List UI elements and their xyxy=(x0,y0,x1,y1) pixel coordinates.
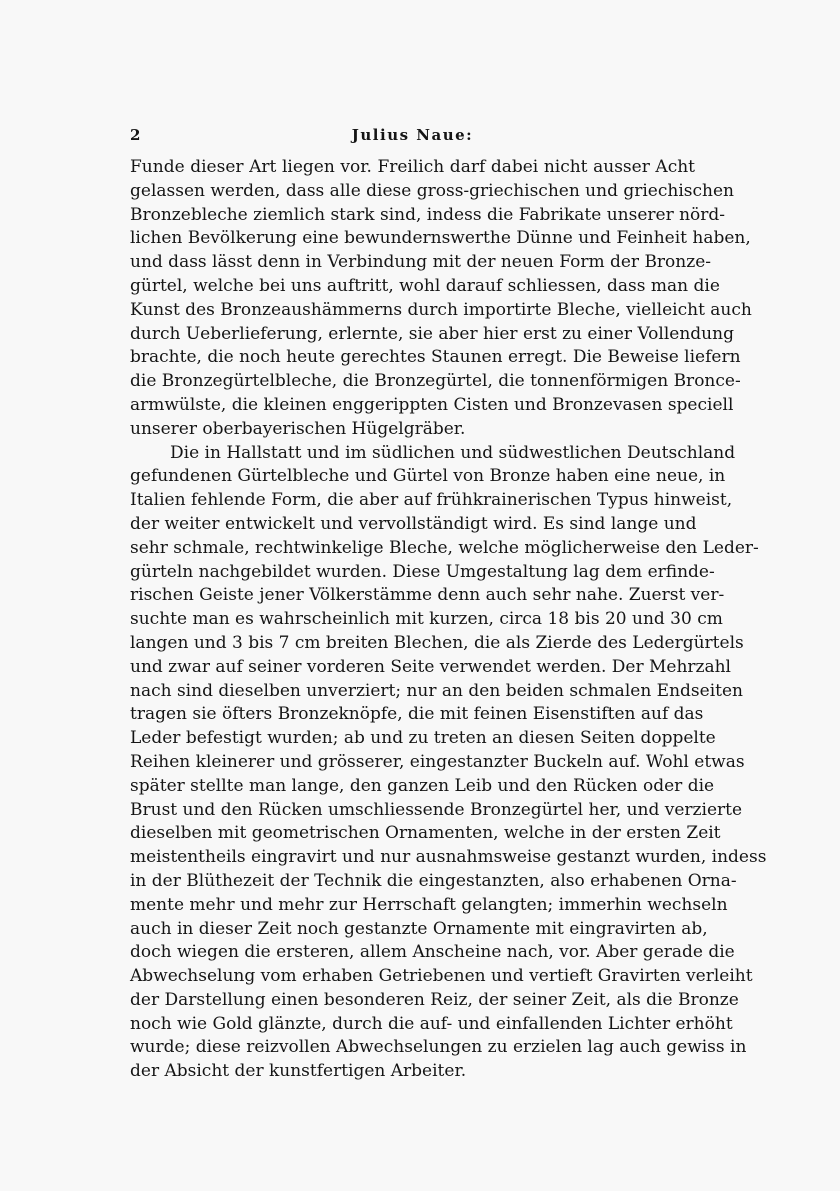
text-line: der Absicht der kunstfertigen Arbeiter. xyxy=(130,1061,467,1082)
text-line: tragen sie öfters Bronzeknöpfe, die mit feinen Eisenstiften auf das xyxy=(130,704,704,725)
text-line: Leder befestigt wurden; ab und zu treten an diesen Seiten doppelte xyxy=(130,728,716,749)
text-line: brachte, die noch heute gerechtes Staunen erregt. Die Beweise liefern xyxy=(130,347,741,368)
text-line: lichen Bevölkerung eine bewundernswerthe Dünne und Feinheit haben, xyxy=(130,228,751,249)
text-line: Die in Hallstatt und im südlichen und südwestlichen Deutschland xyxy=(170,442,736,463)
paragraph-1 xyxy=(130,156,752,442)
text-line: doch wiegen die ersteren, allem Anscheine nach, vor. Aber gerade die xyxy=(130,942,735,963)
text-line: gürtel, welche bei uns auftritt, wohl darauf schliessen, dass man die xyxy=(130,275,720,296)
text-line: langen und 3 bis 7 cm breiten Blechen, die als Zierde des Ledergürtels xyxy=(130,632,744,653)
text-line: in der Blüthezeit der Technik die eingestanzten, also erhabenen Orna- xyxy=(130,870,737,891)
text-line: die Bronzegürtelbleche, die Bronzegürtel, die tonnenförmigen Bronce- xyxy=(130,371,741,392)
text-line: und zwar auf seiner vorderen Seite verwendet werden. Der Mehrzahl xyxy=(130,656,731,677)
text-line: Bronzebleche ziemlich stark sind, indess die Fabrikate unserer nörd- xyxy=(130,204,726,225)
text-line: durch Ueberlieferung, erlernte, sie aber hier erst zu einer Vollendung xyxy=(130,323,734,344)
text-line: mente mehr und mehr zur Herrschaft gelangten; immerhin wechseln xyxy=(130,894,728,915)
page-number: 2 xyxy=(130,126,142,144)
text-line: suchte man es wahrscheinlich mit kurzen, circa 18 bis 20 und 30 cm xyxy=(130,609,723,630)
page-header xyxy=(130,126,695,150)
text-line: noch wie Gold glänzte, durch die auf- und einfallenden Lichter erhöht xyxy=(130,1013,733,1034)
text-line: armwülste, die kleinen enggerippten Cisten und Bronzevasen speciell xyxy=(130,394,734,415)
text-line: gefundenen Gürtelbleche und Gürtel von Bronze haben eine neue, in xyxy=(130,466,726,487)
text-line: gelassen werden, dass alle diese gross-griechischen und griechischen xyxy=(130,180,734,201)
text-line: auch in dieser Zeit noch gestanzte Ornamente mit eingravirten ab, xyxy=(130,918,708,939)
text-line: Abwechselung vom erhaben Getriebenen und vertieft Gravirten verleiht xyxy=(130,966,753,987)
text-line: Brust und den Rücken umschliessende Bronzegürtel her, und verzierte xyxy=(130,799,743,820)
text-line: meistentheils eingravirt und nur ausnahmsweise gestanzt wurden, indess xyxy=(130,847,767,868)
text-line: Kunst des Bronzeaushämmerns durch importirte Bleche, vielleicht auch xyxy=(130,299,752,320)
text-line: rischen Geiste jener Völkerstämme denn auch sehr nahe. Zuerst ver- xyxy=(130,585,725,606)
text-line: wurde; diese reizvollen Abwechselungen zu erzielen lag auch gewiss in xyxy=(130,1037,747,1058)
text-line: sehr schmale, rechtwinkelige Bleche, welche möglicherweise den Leder- xyxy=(130,537,759,558)
text-line: Italien fehlende Form, die aber auf frühkrainerischen Typus hinweist, xyxy=(130,490,733,511)
running-head: Julius Naue: xyxy=(351,126,474,144)
paragraph-2 xyxy=(130,442,767,1085)
text-line: unserer oberbayerischen Hügelgräber. xyxy=(130,418,466,439)
text-line: Funde dieser Art liegen vor. Freilich darf dabei nicht ausser Acht xyxy=(130,157,695,177)
text-line: gürteln nachgebildet wurden. Diese Umgestaltung lag dem erfinde- xyxy=(130,561,715,582)
text-line: dieselben mit geometrischen Ornamenten, welche in der ersten Zeit xyxy=(130,823,721,844)
text-line: Reihen kleinerer und grösserer, eingestanzter Buckeln auf. Wohl etwas xyxy=(130,751,745,772)
text-line: der Darstellung einen besonderen Reiz, der seiner Zeit, als die Bronze xyxy=(130,989,739,1010)
text-line: nach sind dieselben unverziert; nur an den beiden schmalen Endseiten xyxy=(130,680,743,701)
text-line: später stellte man lange, den ganzen Leib und den Rücken oder die xyxy=(130,775,715,796)
text-line: und dass lässt denn in Verbindung mit der neuen Form der Bronze- xyxy=(130,252,712,273)
text-line: der weiter entwickelt und vervollständigt wird. Es sind lange und xyxy=(130,513,697,534)
body-text xyxy=(130,156,767,1084)
